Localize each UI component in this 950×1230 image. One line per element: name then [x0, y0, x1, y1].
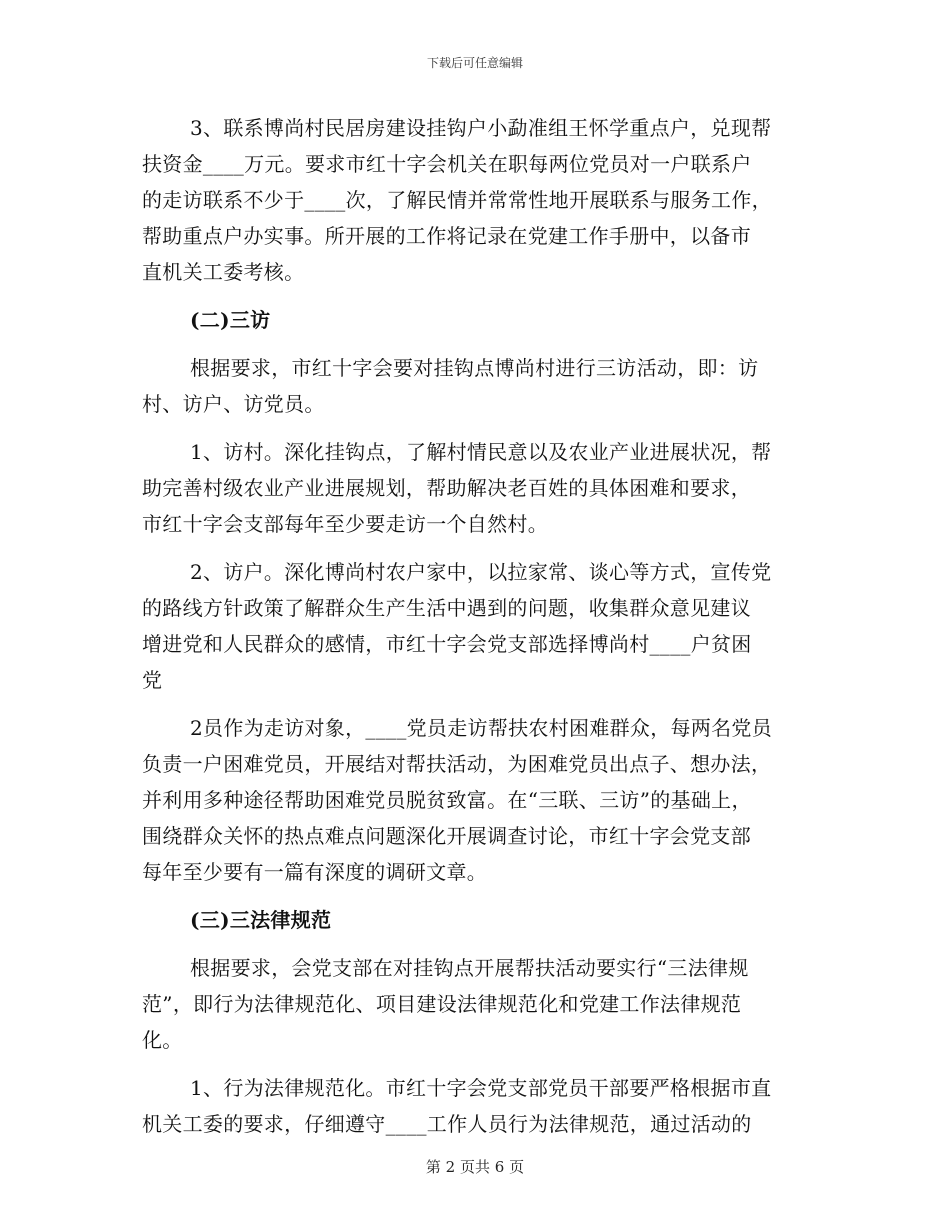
text-line: 并利用多种途径帮助困难党员脱贫致富。在“三联、三访”的基础上， — [142, 788, 752, 812]
text-line: 1、行为法律规范化。市红十字会党支部党员干部要严格根据市直 — [190, 1076, 772, 1100]
text-line: 助完善村级农业产业进展规划，帮助解决老百姓的具体困难和要求， — [142, 476, 751, 500]
text-line: 的走访联系不少于____次，了解民情并常常性地开展联系与服务工作， — [142, 188, 772, 212]
text-line: 围绕群众关怀的热点难点问题深化开展调查讨论，市红十字会党支部 — [142, 824, 751, 848]
text-line: 扶资金____万元。要求市红十字会机关在职每两位党员对一户联系户 — [142, 152, 752, 176]
text-line: 每年至少要有一篇有深度的调研文章。 — [142, 860, 488, 884]
text-line: 负责一户困难党员，开展结对帮扶活动，为困难党员出点子、想办法， — [142, 752, 772, 776]
text-line: 1、访村。深化挂钩点，了解村情民意以及农业产业进展状况，帮 — [190, 440, 772, 464]
text-line: 增进党和人民群众的感情，市红十字会党支部选择博尚村____户贫困 — [142, 632, 752, 656]
text-line: 3、联系博尚村民居房建设挂钩户小勐准组王怀学重点户，兑现帮 — [190, 116, 772, 140]
page-header: 下载后可任意编辑 — [426, 56, 523, 70]
text-line: 机关工委的要求，仔细遵守____工作人员行为法律规范，通过活动的 — [142, 1112, 752, 1136]
text-line: 市红十字会支部每年至少要走访一个自然村。 — [142, 512, 548, 536]
text-line: 2员作为走访对象，____党员走访帮扶农村困难群众，每两名党员 — [190, 716, 773, 740]
text-line: 根据要求，会党支部在对挂钩点开展帮扶活动要实行“三法律规 — [190, 956, 749, 980]
text-line: 根据要求，市红十字会要对挂钩点博尚村进行三访活动，即：访 — [190, 356, 759, 380]
text-line: 化。 — [142, 1028, 183, 1052]
text-line: 直机关工委考核。 — [142, 260, 305, 284]
text-line: 帮助重点户办实事。所开展的工作将记录在党建工作手册中，以备市 — [142, 224, 751, 248]
text-line: 的路线方针政策了解群众生产生活中遇到的问题，收集群众意见建议 — [142, 596, 751, 620]
page-footer: 第 2 页共 6 页 — [425, 1158, 525, 1176]
text-line: 党 — [142, 668, 163, 692]
text-line: 范”，即行为法律规范化、项目建设法律规范化和党建工作法律规范 — [142, 992, 742, 1016]
section-heading: (三)三法律规范 — [190, 908, 332, 932]
text-line: 村、访户、访党员。 — [142, 392, 325, 416]
document-body — [142, 110, 814, 1142]
section-heading: (二)三访 — [190, 308, 271, 332]
text-line: 2、访户。深化博尚村农户家中，以拉家常、谈心等方式，宣传党 — [190, 560, 772, 584]
